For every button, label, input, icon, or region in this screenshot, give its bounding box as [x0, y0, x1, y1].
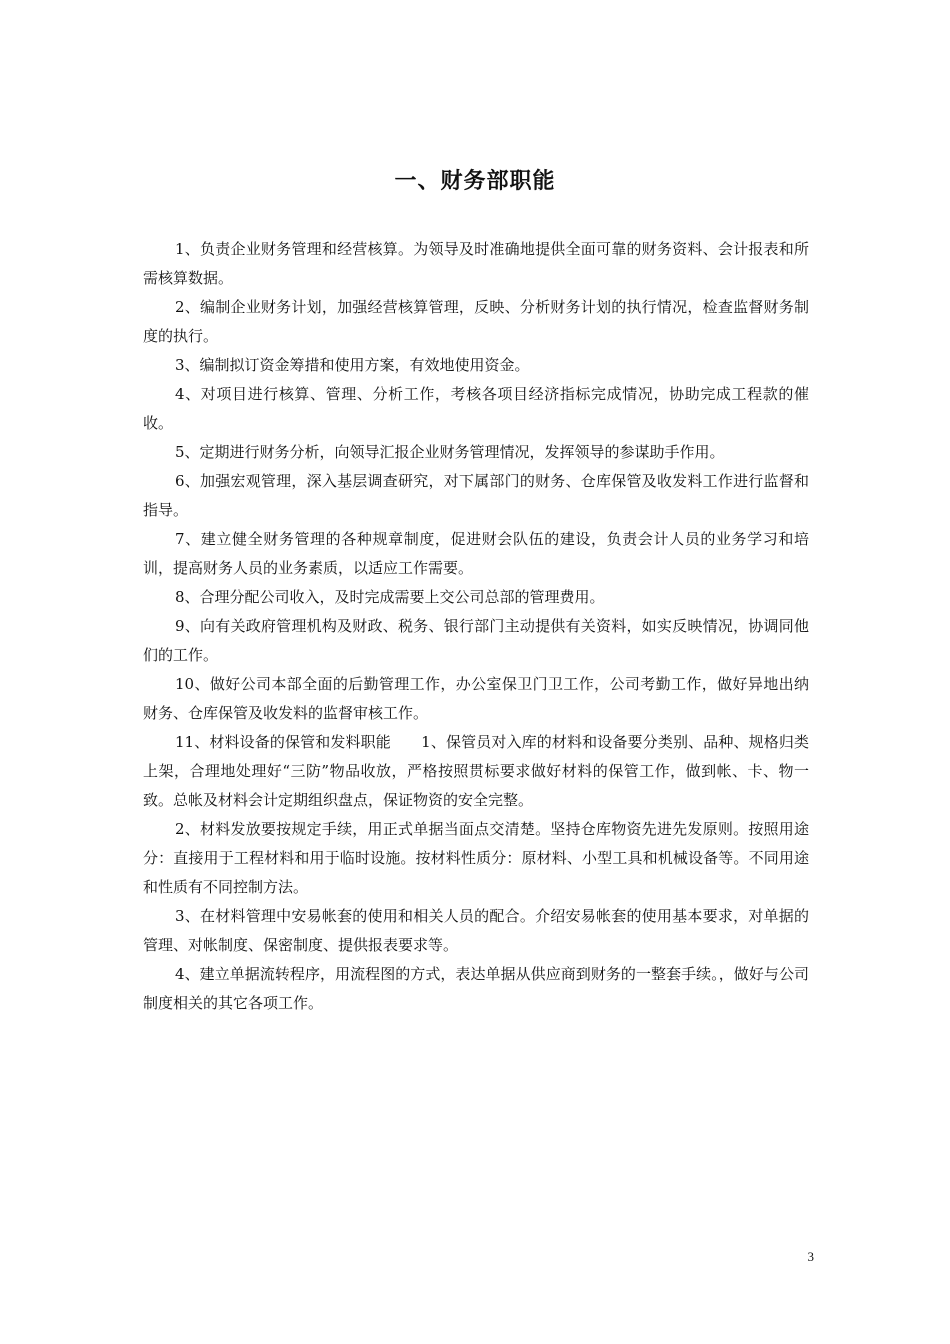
paragraph-6: 6、加强宏观管理，深入基层调查研究，对下属部门的财务、仓库保管及收发料工作进行监督和指导。 — [143, 472, 809, 519]
document-body — [143, 235, 809, 1018]
paragraph-2: 2、编制企业财务计划，加强经营核算管理，反映、分析财务计划的执行情况，检查监督财务制度的执行。 — [143, 298, 809, 345]
paragraph-11: 11、材料设备的保管和发料职能 1、保管员对入库的材料和设备要分类别、品种、规格归类上架，合理地处理好“三防”物品收放，严格按照贯标要求做好材料的保管工作，做到帐、卡、物一致。总帐及材料会计定期组织盘点，保证物资的安全完整。 — [143, 733, 809, 809]
paragraph-13: 3、在材料管理中安易帐套的使用和相关人员的配合。介绍安易帐套的使用基本要求，对单据的管理、对帐制度、保密制度、提供报表要求等。 — [143, 907, 809, 954]
paragraph-3: 3、编制拟订资金筹措和使用方案，有效地使用资金。 — [175, 356, 530, 374]
paragraph-10: 10、做好公司本部全面的后勤管理工作，办公室保卫门卫工作，公司考勤工作，做好异地出纳财务、仓库保管及收发料的监督审核工作。 — [143, 675, 809, 722]
paragraph-12: 2、材料发放要按规定手续，用正式单据当面点交清楚。坚持仓库物资先进先发原则。按照用途分：直接用于工程材料和用于临时设施。按材料性质分：原材料、小型工具和机械设备等。不同用途和性质有不同控制方法。 — [143, 820, 809, 896]
paragraph-4: 4、对项目进行核算、管理、分析工作，考核各项目经济指标完成情况，协助完成工程款的催收。 — [143, 385, 809, 432]
paragraph-14: 4、建立单据流转程序，用流程图的方式，表达单据从供应商到财务的一整套手续。，做好与公司制度相关的其它各项工作。 — [143, 965, 809, 1012]
paragraph-8: 8、合理分配公司收入，及时完成需要上交公司总部的管理费用。 — [175, 588, 605, 606]
page-number: 3 — [807, 1249, 814, 1264]
paragraph-1: 1、负责企业财务管理和经营核算。为领导及时准确地提供全面可靠的财务资料、会计报表和所需核算数据。 — [143, 240, 809, 287]
page-title: 一、财务部职能 — [394, 169, 556, 194]
paragraph-9: 9、向有关政府管理机构及财政、税务、银行部门主动提供有关资料，如实反映情况，协调同他们的工作。 — [143, 617, 809, 664]
paragraph-7: 7、建立健全财务管理的各种规章制度，促进财会队伍的建设，负责会计人员的业务学习和培训，提高财务人员的业务素质，以适应工作需要。 — [143, 530, 809, 577]
paragraph-5: 5、定期进行财务分析，向领导汇报企业财务管理情况，发挥领导的参谋助手作用。 — [175, 443, 725, 461]
